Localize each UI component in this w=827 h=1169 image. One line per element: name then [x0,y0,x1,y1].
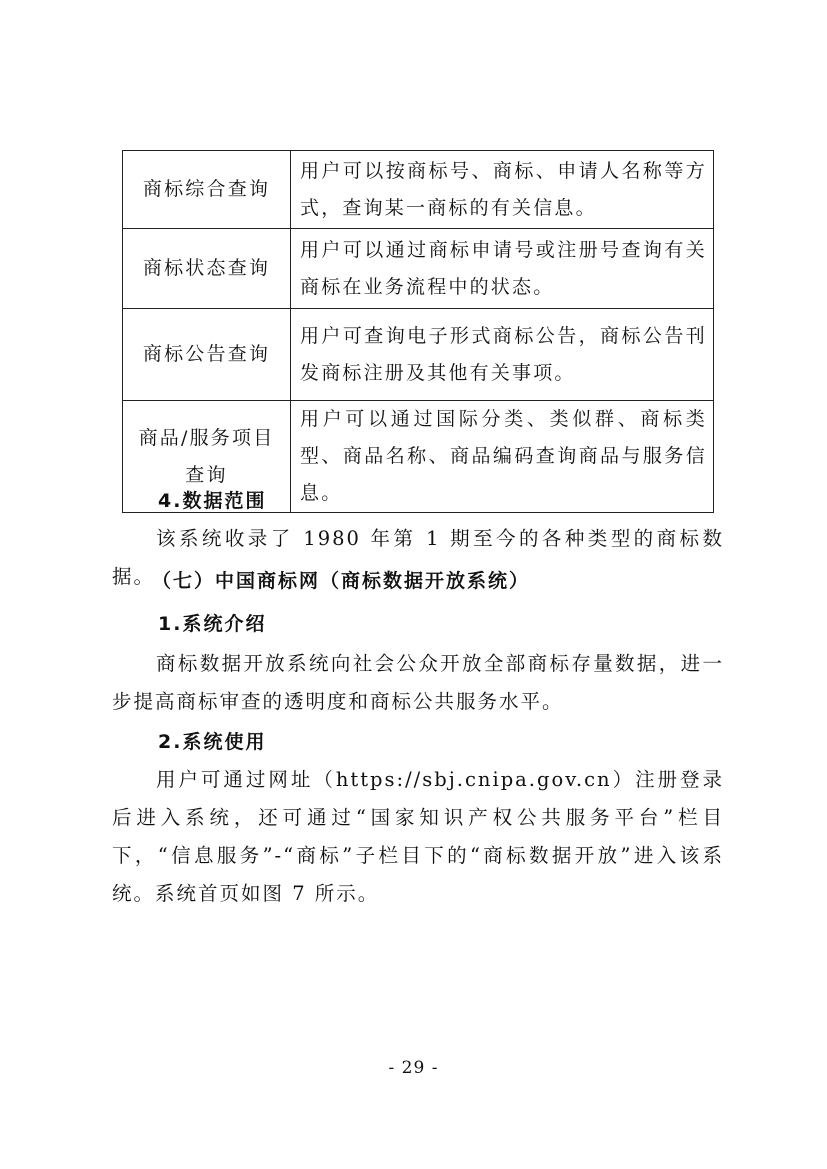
function-description-cell: 用户可以通过国际分类、类似群、商标类型、商品名称、商品编码查询商品与服务信息。 [291,401,714,513]
data-scope-paragraph: 该系统收录了 1980 年第 1 期至今的各种类型的商标数据。 [112,527,724,588]
function-name-cell: 商品/服务项目查询 [123,401,291,513]
section-heading-data-scope: 4.数据范围 [158,490,267,512]
page-number: - 29 - [388,1058,439,1078]
function-name-cell: 商标公告查询 [123,309,291,401]
trademark-query-functions-table [122,150,714,513]
table-row [123,151,714,229]
table-row [123,229,714,309]
table-row [123,309,714,401]
function-name-cell: 商标综合查询 [123,151,291,229]
function-name-cell: 商标状态查询 [123,229,291,309]
section-heading-trademark-network: （七）中国商标网（商标数据开放系统） [152,570,531,592]
system-intro-paragraph: 商标数据开放系统向社会公众开放全部商标存量数据，进一步提高商标审查的透明度和商标公共服务水平。 [112,652,724,713]
section-heading-system-intro: 1.系统介绍 [158,613,267,635]
system-usage-paragraph: 用户可通过网址（https://sbj.cnipa.gov.cn）注册登录后进入系统，还可通过“国家知识产权公共服务平台”栏目下，“信息服务”-“商标”子栏目下的“商标数据开放”进入该系统。系统首页如图 7 所示。 [112,768,724,905]
function-description-cell: 用户可查询电子形式商标公告，商标公告刊发商标注册及其他有关事项。 [291,309,714,401]
section-heading-system-usage: 2.系统使用 [158,731,267,753]
function-description-cell: 用户可以按商标号、商标、申请人名称等方式，查询某一商标的有关信息。 [291,151,714,229]
function-description-cell: 用户可以通过商标申请号或注册号查询有关商标在业务流程中的状态。 [291,229,714,309]
